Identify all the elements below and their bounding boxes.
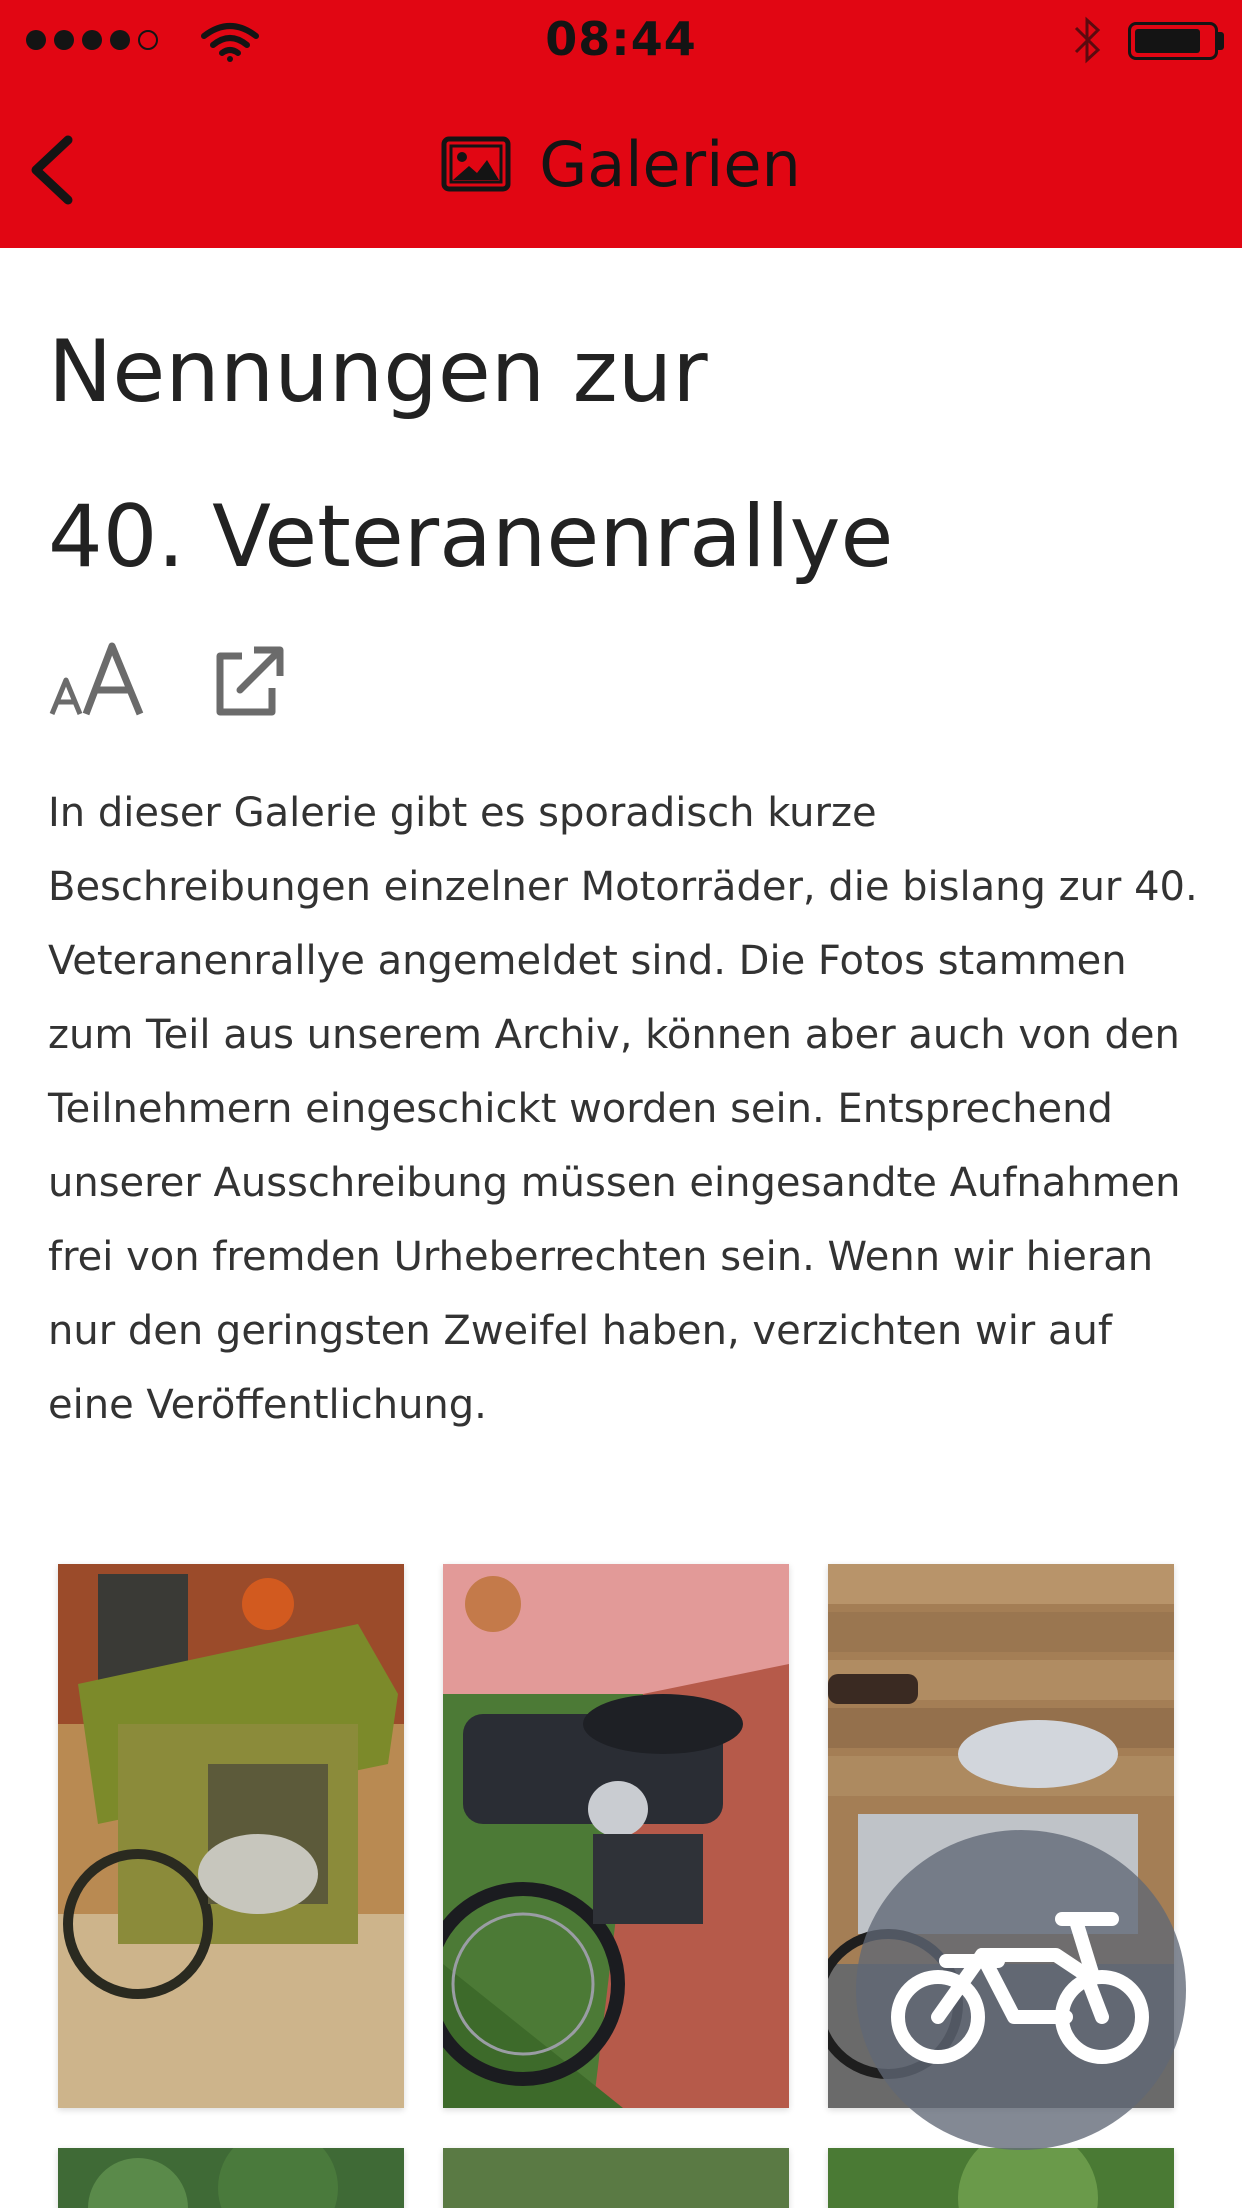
battery-icon — [1128, 22, 1218, 60]
share-icon[interactable] — [210, 644, 286, 720]
article-tools — [48, 630, 286, 720]
font-size-icon[interactable] — [48, 638, 152, 720]
nav-title-group — [0, 124, 1242, 204]
gallery-thumbnail[interactable] — [58, 1564, 404, 2108]
gallery-thumbnail[interactable] — [443, 1564, 789, 2108]
status-bar — [0, 0, 1242, 80]
app-bar — [0, 0, 1242, 248]
gallery-thumbnail[interactable] — [58, 2148, 404, 2208]
gallery-thumbnail[interactable] — [828, 2148, 1174, 2208]
page-title — [48, 290, 1198, 620]
page-title-line-1: Nennungen zur — [48, 322, 708, 422]
battery-tip — [1218, 32, 1224, 50]
page-title-line-2: 40. Veteranenrallye — [48, 487, 894, 587]
gallery-icon — [441, 136, 511, 192]
status-time: 08:44 — [545, 12, 697, 66]
motorcycle-icon — [886, 1905, 1156, 2075]
gallery-description: In dieser Galerie gibt es sporadisch kurze Beschreibungen einzelner Motorräder, die bislang zur 40. Veteranenrallye angemeldet sind. Die Fotos stammen zum Teil aus unserem Archiv, können aber auch von den Teilnehmern eingeschickt worden sein. Entsprechend unserer Ausschreibung müssen eingesandte Aufnahmen frei von fremden Urheberrechten sein. Wenn wir hieran nur den geringsten Zweifel haben, verzichten wir auf eine Veröffentlichung. — [48, 790, 1198, 1428]
bluetooth-icon — [1070, 14, 1106, 66]
nav-title: Galerien — [539, 127, 801, 201]
motorcycle-fab-button[interactable] — [856, 1830, 1186, 2150]
gallery-thumbnail[interactable] — [443, 2148, 789, 2208]
